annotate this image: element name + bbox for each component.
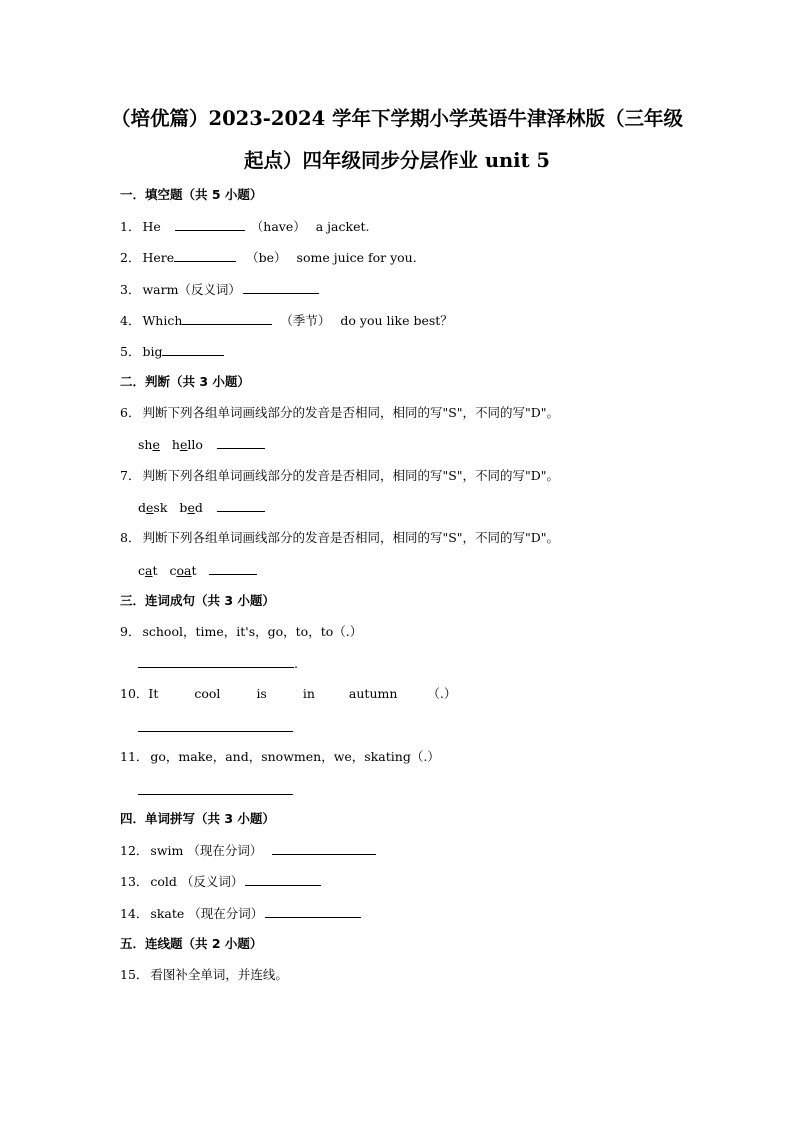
question-text: a jacket. xyxy=(315,219,370,234)
question-13 xyxy=(120,872,321,891)
question-number: 9． xyxy=(120,624,141,639)
word: It xyxy=(148,686,159,701)
answer-blank[interactable] xyxy=(162,342,224,356)
question-text: He xyxy=(142,219,161,234)
question-12 xyxy=(120,841,376,860)
answer-blank[interactable] xyxy=(265,904,361,918)
answer-blank[interactable] xyxy=(217,498,265,512)
question-number: 14． xyxy=(120,906,149,921)
question-14 xyxy=(120,904,361,923)
question-text: 看图补全单词，并连线。 xyxy=(150,967,288,982)
question-number: 15． xyxy=(120,967,149,982)
question-9 xyxy=(120,623,362,641)
question-15 xyxy=(120,966,288,984)
question-text: 判断下列各组单词画线部分的发音是否相同，相同的写"S"，不同的写"D"。 xyxy=(142,530,560,545)
question-number: 11． xyxy=(120,749,149,764)
question-text: school，time，it's，go，to，to（.） xyxy=(142,624,363,639)
word-bed: bed xyxy=(179,500,203,515)
question-text: 判断下列各组单词画线部分的发音是否相同，相同的写"S"，不同的写"D"。 xyxy=(142,468,560,483)
word-coat: coat xyxy=(169,563,197,578)
answer-line[interactable] xyxy=(138,794,293,795)
word-she: she xyxy=(138,437,160,452)
question-text: do you like best？ xyxy=(340,313,453,328)
question-9-answer xyxy=(138,654,298,673)
answer-blank[interactable] xyxy=(174,248,236,262)
word: （.） xyxy=(427,686,457,701)
question-number: 6． xyxy=(120,405,141,420)
question-number: 5． xyxy=(120,344,141,359)
question-8-words xyxy=(138,561,257,580)
question-text: some juice for you. xyxy=(296,250,417,265)
question-number: 3． xyxy=(120,282,141,297)
question-text: cold （反义词） xyxy=(150,874,244,889)
question-5 xyxy=(120,342,224,361)
question-text: go，make，and，snowmen，we，skating（.） xyxy=(150,749,440,764)
answer-blank[interactable] xyxy=(209,561,257,575)
answer-blank[interactable] xyxy=(182,311,272,325)
word: cool xyxy=(194,686,221,701)
question-number: 1． xyxy=(120,219,141,234)
question-7-words xyxy=(138,498,265,517)
question-4 xyxy=(120,311,453,330)
question-number: 12． xyxy=(120,843,149,858)
answer-blank[interactable] xyxy=(217,435,265,449)
question-10 xyxy=(120,685,456,703)
answer-line[interactable] xyxy=(138,731,293,732)
question-number: 8． xyxy=(120,530,141,545)
answer-blank[interactable] xyxy=(175,217,245,231)
question-6-words xyxy=(138,435,265,454)
hint-text: （be） xyxy=(246,250,287,265)
question-6 xyxy=(120,404,559,422)
answer-blank[interactable] xyxy=(243,280,319,294)
question-1 xyxy=(120,217,369,236)
question-text: Here xyxy=(142,250,175,265)
question-number: 13． xyxy=(120,874,149,889)
question-number: 10． xyxy=(120,686,149,701)
question-11 xyxy=(120,748,440,766)
word: autumn xyxy=(348,686,398,701)
document-title-line-2: 起点）四年级同步分层作业 unit 5 xyxy=(244,149,550,172)
answer-line[interactable] xyxy=(138,654,294,668)
question-number: 4． xyxy=(120,313,141,328)
answer-blank[interactable] xyxy=(272,841,376,855)
section-heading-sentence-building: 三．连词成句（共 3 小题） xyxy=(120,593,275,608)
hint-text: （have） xyxy=(250,219,306,234)
question-2 xyxy=(120,248,417,267)
section-heading-matching: 五．连线题（共 2 小题） xyxy=(120,936,263,951)
question-3 xyxy=(120,280,319,299)
sentence-end-period: . xyxy=(294,656,298,671)
section-heading-judgement: 二．判断（共 3 小题） xyxy=(120,374,250,389)
question-text: big xyxy=(142,344,163,359)
question-8 xyxy=(120,529,559,547)
question-7 xyxy=(120,467,559,485)
word-desk: desk xyxy=(138,500,168,515)
section-heading-fill-in: 一．填空题（共 5 小题） xyxy=(120,187,263,202)
word-cat: cat xyxy=(138,563,158,578)
document-title-line-1: （培优篇）2023-2024 学年下学期小学英语牛津泽林版（三年级 xyxy=(111,107,683,130)
question-number: 7． xyxy=(120,468,141,483)
question-number: 2． xyxy=(120,250,141,265)
question-text: skate （现在分词） xyxy=(150,906,264,921)
answer-blank[interactable] xyxy=(245,872,321,886)
question-text: warm（反义词） xyxy=(142,282,241,297)
question-text: swim （现在分词） xyxy=(150,843,263,858)
word-hello: hello xyxy=(171,437,203,452)
hint-text: （季节） xyxy=(280,313,331,328)
question-text: Which xyxy=(142,313,183,328)
word: in xyxy=(302,686,315,701)
section-heading-spelling: 四．单词拼写（共 3 小题） xyxy=(120,811,275,826)
question-text: 判断下列各组单词画线部分的发音是否相同，相同的写"S"，不同的写"D"。 xyxy=(142,405,560,420)
word: is xyxy=(256,686,267,701)
